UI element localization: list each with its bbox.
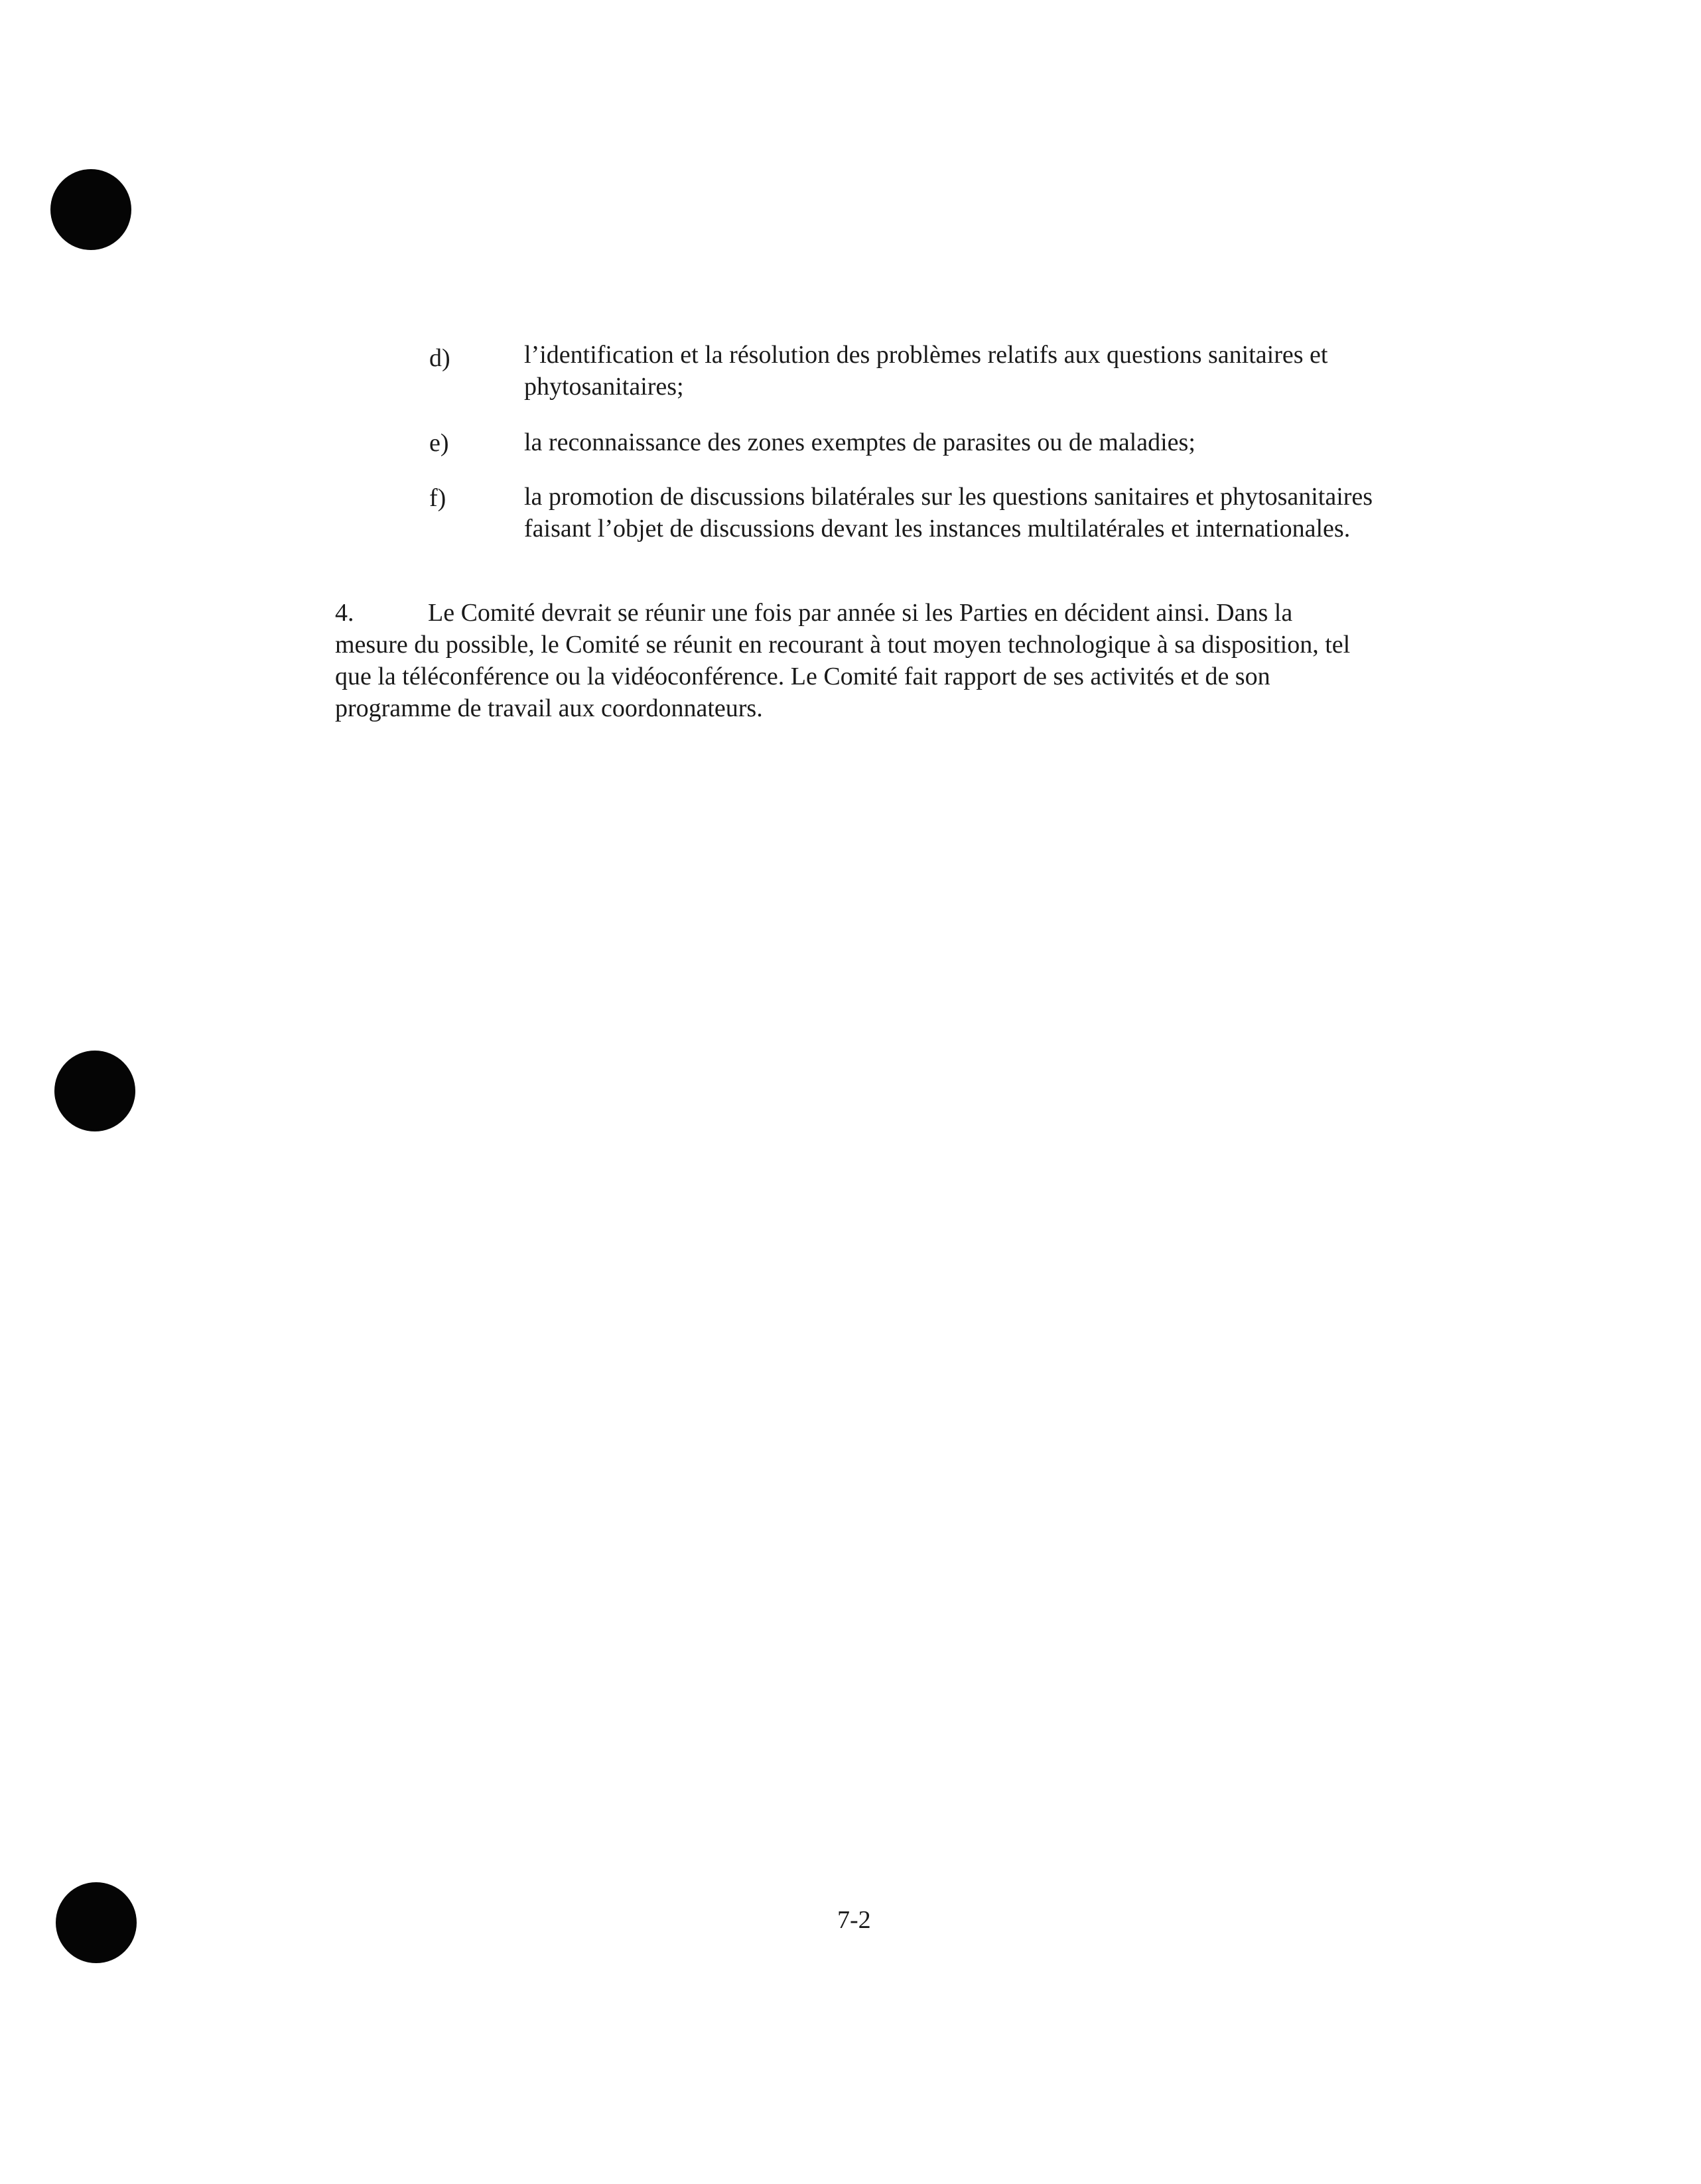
punch-hole-top [50,169,131,250]
list-item-text: la reconnaissance des zones exemptes de parasites ou de maladies; [524,428,1195,456]
page-number: 7-2 [837,1906,871,1934]
list-item-text: l’identification et la résolution des problèmes relatifs aux questions sanitaires et phytosanitaires; [524,341,1328,401]
list-item-text: la promotion de discussions bilatérales sur les questions sanitaires et phytosanitaires faisant l’objet de discussions devant les instances multilatérales et internationales. [524,483,1373,543]
list-item-label: e) [429,429,449,457]
punch-hole-middle [54,1051,135,1131]
punch-hole-bottom [56,1882,137,1963]
paragraph-text: Le Comité devrait se réunir une fois par année si les Parties en décident ainsi. Dans la mesure du possible, le Comité se réunit en recourant à tout moyen technologique à sa disposition, tel que la téléconférence ou la vidéoconférence. Le Comité fait rapport de ses activités et de son programme de travail aux coordonnateurs. [335,599,1351,722]
paragraph-number: 4. [335,599,354,627]
list-item-label: d) [429,344,450,372]
list-item-label: f) [429,484,446,512]
